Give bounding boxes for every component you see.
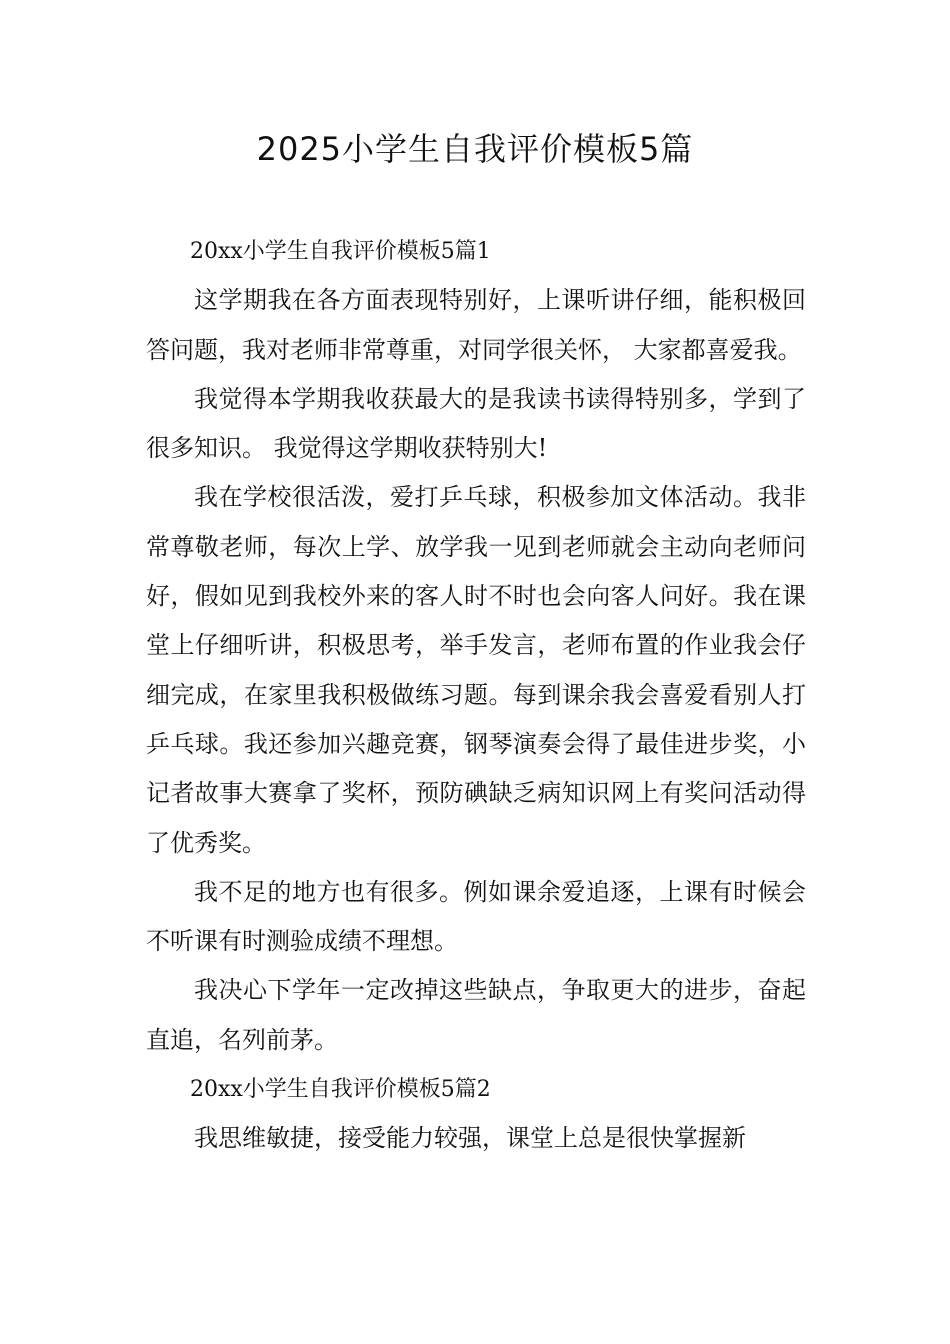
paragraph: 我思维敏捷，接受能力较强，课堂上总是很快掌握新 bbox=[194, 1124, 746, 1153]
document-title: 2025小学生自我评价模板5篇 bbox=[256, 130, 694, 168]
document-body bbox=[146, 227, 806, 1164]
paragraph: 我决心下学年一定改掉这些缺点，争取更大的进步，奋起直追，名列前茅。 bbox=[146, 976, 806, 1054]
paragraph: 这学期我在各方面表现特别好，上课听讲仔细，能积极回答问题，我对老师非常尊重，对同学很关怀， 大家都喜爱我。 bbox=[146, 286, 806, 364]
section-heading: 20xx小学生自我评价模板5篇2 bbox=[190, 1077, 491, 1103]
paragraph: 我不足的地方也有很多。例如课余爱追逐，上课有时候会不听课有时测验成绩不理想。 bbox=[146, 877, 806, 956]
paragraph: 我在学校很活泼，爱打乒乓球，积极参加文体活动。我非常尊敬老师，每次上学、放学我一见到老师就会主动向老师问好，假如见到我校外来的客人时不时也会向客人问好。我在课堂上仔细听讲，积极思考，举手发言，老师布置的作业我会仔细完成，在家里我积极做练习题。每到课余我会喜爱看别人打乒乓球。我还参加兴趣竞赛，钢琴演奏会得了最佳进步奖，小记者故事大赛拿了奖杯，预防碘缺乏病知识网上有奖问活动得了优秀奖。 bbox=[146, 483, 806, 857]
section-heading: 20xx小学生自我评价模板5篇1 bbox=[190, 239, 491, 264]
paragraph: 我觉得本学期我收获最大的是我读书读得特别多，学到了很多知识。 我觉得这学期收获特别大! bbox=[146, 384, 806, 463]
